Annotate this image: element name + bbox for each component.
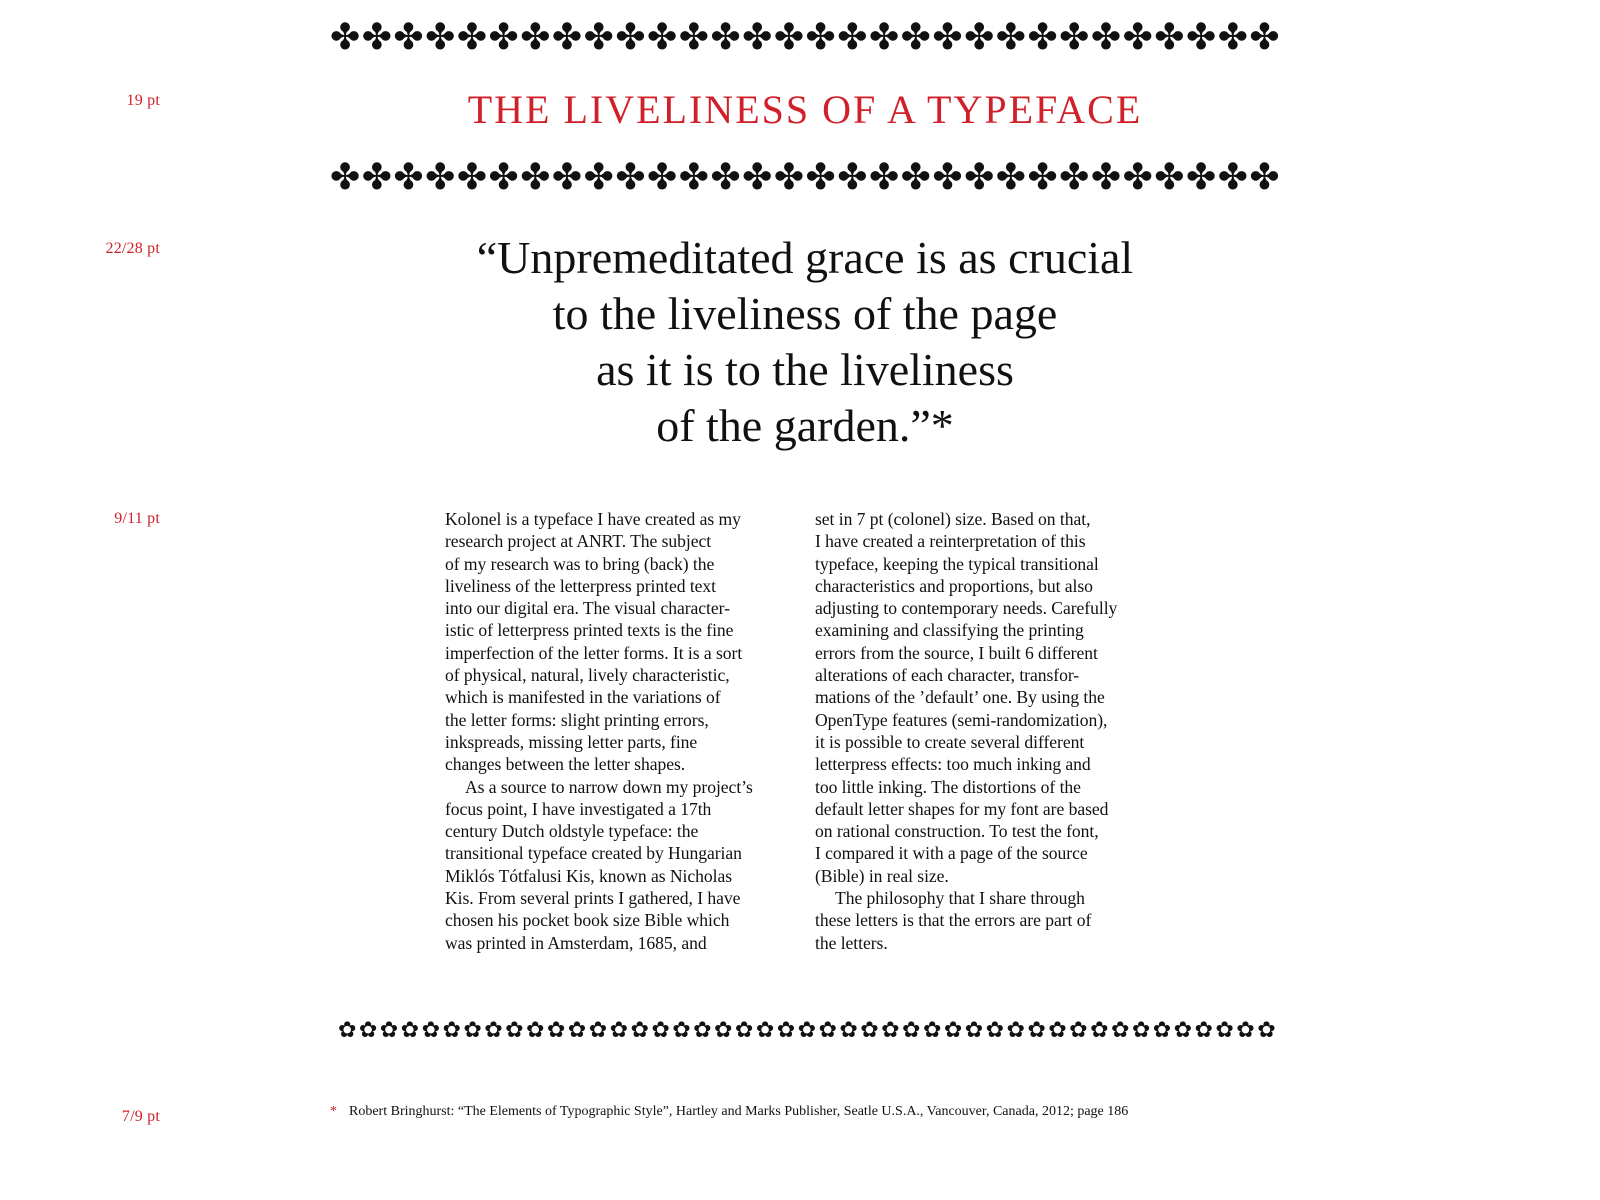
ornament-glyph: ✤ <box>488 157 519 198</box>
ornament-glyph: ✤ <box>361 17 392 58</box>
ornament-glyph: ✿ <box>776 1018 796 1043</box>
quote-line: to the liveliness of the page <box>552 288 1058 339</box>
ornament-glyph: ✤ <box>964 157 995 198</box>
body-line: of physical, natural, lively characteristic, <box>445 665 730 686</box>
ornament-glyph: ✤ <box>1122 17 1153 58</box>
ornament-glyph: ✿ <box>421 1018 440 1043</box>
ornament-glyph: ✿ <box>902 1018 921 1043</box>
ornament-glyph: ✤ <box>615 157 646 198</box>
ornament-glyph: ✤ <box>1059 17 1090 58</box>
body-line: OpenType features (semi-randomization), <box>815 709 1108 730</box>
ornament-glyph: ✤ <box>647 17 678 58</box>
ornament-glyph: ✤ <box>710 157 741 198</box>
footnote-text: Robert Bringhurst: “The Elements of Typographic Style”, Hartley and Marks Publisher, Seatle U.S.A., Vancouver, Canada, 2012; page 186 <box>349 1104 1129 1119</box>
ornament-glyph: ✤ <box>868 17 900 58</box>
ornament-glyph: ✿ <box>734 1018 754 1043</box>
size-label-title: 19 pt <box>126 92 160 109</box>
body-line: default letter shapes for my font are based <box>815 798 1109 819</box>
ornament-border-middle <box>330 157 1280 198</box>
body-line: chosen his pocket book size Bible which <box>445 910 730 931</box>
ornament-glyph: ✤ <box>995 17 1026 58</box>
body-line: (Bible) in real size. <box>815 865 949 886</box>
ornament-glyph: ✤ <box>932 17 963 58</box>
ornament-glyph: ✿ <box>964 1018 984 1043</box>
ornament-glyph: ✤ <box>1027 17 1058 58</box>
body-line: it is possible to create several different <box>815 731 1085 752</box>
quote-line: of the garden.”* <box>656 400 954 451</box>
ornament-glyph: ✿ <box>1069 1018 1088 1043</box>
ornament-glyph: ✿ <box>526 1018 545 1043</box>
ornament-glyph: ✿ <box>818 1018 837 1043</box>
ornament-border-bottom <box>338 1020 1276 1042</box>
ornament-glyph: ✿ <box>672 1018 691 1043</box>
quote-line: as it is to the liveliness <box>596 344 1014 395</box>
ornament-glyph: ✿ <box>463 1018 482 1043</box>
ornament-glyph: ✿ <box>567 1018 587 1043</box>
size-label-body: 9/11 pt <box>114 510 160 527</box>
ornament-glyph: ✤ <box>1059 157 1090 198</box>
ornament-glyph: ✤ <box>1249 17 1280 58</box>
ornament-glyph: ✤ <box>868 157 900 198</box>
body-line: the letters. <box>815 932 888 953</box>
pull-quote <box>360 230 1250 454</box>
body-line: transitional typeface created by Hungarian <box>445 843 742 864</box>
ornament-glyph: ✤ <box>330 17 361 58</box>
ornament-glyph: ✤ <box>488 17 519 58</box>
body-line: too little inking. The distortions of the <box>815 776 1081 797</box>
ornament-glyph: ✿ <box>714 1018 733 1043</box>
ornament-glyph: ✤ <box>742 17 773 58</box>
ornament-glyph: ✤ <box>393 17 424 58</box>
ornament-glyph: ✿ <box>442 1018 461 1043</box>
body-column-right <box>815 508 1165 954</box>
body-line: alterations of each character, transfor- <box>815 665 1080 686</box>
ornament-glyph: ✤ <box>1090 157 1122 198</box>
body-line: letterpress effects: too much inking and <box>815 754 1091 775</box>
body-line: Kis. From several prints I gathered, I have <box>445 888 741 909</box>
ornament-glyph: ✿ <box>379 1018 399 1043</box>
body-line: errors from the source, I built 6 different <box>815 642 1098 663</box>
ornament-glyph: ✿ <box>609 1018 629 1043</box>
body-line: The philosophy that I share through <box>835 888 1085 909</box>
body-column-left <box>445 508 795 954</box>
body-line: the letter forms: slight printing errors, <box>445 709 709 730</box>
ornament-glyph: ✤ <box>805 17 836 58</box>
body-line: research project at ANRT. The subject <box>445 531 712 552</box>
ornament-glyph: ✿ <box>1215 1018 1234 1043</box>
ornament-glyph: ✿ <box>881 1018 900 1043</box>
body-line: liveliness of the letterpress printed text <box>445 575 717 596</box>
body-line: examining and classifying the printing <box>815 620 1084 641</box>
ornament-glyph: ✿ <box>1173 1018 1193 1043</box>
body-line: typeface, keeping the typical transitional <box>815 553 1099 574</box>
body-line: I compared it with a page of the source <box>815 843 1088 864</box>
ornament-glyph: ✿ <box>400 1018 420 1043</box>
ornament-glyph: ✿ <box>1131 1018 1151 1043</box>
body-line: was printed in Amsterdam, 1685, and <box>445 932 707 953</box>
ornament-glyph: ✿ <box>484 1018 503 1043</box>
body-line: Miklós Tótfalusi Kis, known as Nicholas <box>445 865 733 886</box>
body-line: into our digital era. The visual character- <box>445 598 730 619</box>
ornament-glyph: ✤ <box>932 157 963 198</box>
ornament-glyph: ✤ <box>393 157 424 198</box>
ornament-glyph: ✿ <box>358 1018 378 1043</box>
ornament-glyph: ✤ <box>551 157 583 198</box>
ornament-glyph: ✤ <box>1217 17 1248 58</box>
ornament-glyph: ✿ <box>1110 1018 1130 1043</box>
ornament-glyph: ✤ <box>520 157 551 198</box>
body-line: mations of the ’default’ one. By using the <box>815 687 1105 708</box>
page-title: THE LIVELINESS OF A TYPEFACE <box>467 87 1143 132</box>
ornament-glyph: ✿ <box>860 1018 879 1043</box>
ornament-glyph: ✤ <box>520 17 551 58</box>
ornament-glyph: ✿ <box>943 1018 963 1043</box>
ornament-glyph: ✤ <box>1027 157 1058 198</box>
ornament-border-top <box>330 17 1280 58</box>
ornament-glyph: ✿ <box>985 1018 1005 1043</box>
ornament-glyph: ✤ <box>995 157 1026 198</box>
ornament-glyph: ✿ <box>338 1018 357 1043</box>
ornament-glyph: ✿ <box>1194 1018 1213 1043</box>
ornament-glyph: ✿ <box>1090 1018 1109 1043</box>
body-line: As a source to narrow down my project’s <box>465 776 753 797</box>
ornament-glyph: ✿ <box>693 1018 712 1043</box>
size-label-quote: 22/28 pt <box>105 240 160 257</box>
ornament-glyph: ✿ <box>1006 1018 1025 1043</box>
ornament-glyph: ✤ <box>1122 157 1153 198</box>
body-text <box>445 508 1165 954</box>
ornament-glyph: ✿ <box>922 1018 942 1043</box>
body-line: imperfection of the letter forms. It is a sort <box>445 642 743 663</box>
ornament-glyph: ✿ <box>505 1018 524 1043</box>
ornament-glyph: ✤ <box>330 157 361 198</box>
ornament-glyph: ✤ <box>900 17 931 58</box>
body-line: focus point, I have investigated a 17th <box>445 798 712 819</box>
ornament-glyph: ✤ <box>551 17 583 58</box>
body-line: century Dutch oldstyle typeface: the <box>445 821 699 842</box>
body-line: istic of letterpress printed texts is the fine <box>445 620 734 641</box>
ornament-glyph: ✤ <box>773 157 805 198</box>
ornament-glyph: ✤ <box>773 17 805 58</box>
ornament-glyph: ✤ <box>361 157 392 198</box>
ornament-glyph: ✤ <box>615 17 646 58</box>
ornament-glyph: ✿ <box>1027 1018 1046 1043</box>
footnote-marker: * <box>330 1104 337 1119</box>
ornament-glyph: ✤ <box>837 157 868 198</box>
ornament-glyph: ✤ <box>647 157 678 198</box>
ornament-glyph: ✿ <box>755 1018 775 1043</box>
ornament-glyph: ✤ <box>678 17 709 58</box>
body-line: I have created a reinterpretation of this <box>815 531 1086 552</box>
ornament-glyph: ✿ <box>630 1018 649 1043</box>
ornament-glyph: ✤ <box>1154 17 1185 58</box>
ornament-glyph: ✤ <box>742 157 773 198</box>
ornament-glyph: ✤ <box>425 157 456 198</box>
body-line: characteristics and proportions, but also <box>815 575 1093 596</box>
ornament-glyph: ✤ <box>805 157 836 198</box>
body-line: adjusting to contemporary needs. Carefully <box>815 598 1118 619</box>
ornament-glyph: ✤ <box>456 17 487 58</box>
ornament-glyph: ✤ <box>900 157 931 198</box>
body-line: inkspreads, missing letter parts, fine <box>445 731 698 752</box>
body-line: Kolonel is a typeface I have created as my <box>445 509 741 529</box>
ornament-glyph: ✿ <box>839 1018 858 1043</box>
ornament-glyph: ✿ <box>797 1018 817 1043</box>
ornament-glyph: ✤ <box>1185 157 1217 198</box>
body-line: these letters is that the errors are part of <box>815 910 1092 931</box>
ornament-glyph: ✿ <box>546 1018 566 1043</box>
quote-line: “Unpremeditated grace is as crucial <box>476 232 1134 283</box>
ornament-glyph: ✿ <box>1236 1018 1255 1043</box>
ornament-glyph: ✤ <box>1249 157 1280 198</box>
size-label-footnote: 7/9 pt <box>121 1108 160 1125</box>
ornament-glyph: ✿ <box>1048 1018 1067 1043</box>
ornament-glyph: ✤ <box>678 157 709 198</box>
ornament-glyph: ✿ <box>651 1018 670 1043</box>
ornament-glyph: ✤ <box>425 17 456 58</box>
body-line: of my research was to bring (back) the <box>445 553 715 574</box>
ornament-glyph: ✤ <box>1154 157 1185 198</box>
body-line: set in 7 pt (colonel) size. Based on that, <box>815 509 1091 529</box>
ornament-glyph: ✤ <box>1217 157 1248 198</box>
ornament-glyph: ✤ <box>1185 17 1217 58</box>
ornament-glyph: ✿ <box>1257 1018 1276 1043</box>
ornament-glyph: ✤ <box>456 157 487 198</box>
ornament-glyph: ✤ <box>964 17 995 58</box>
ornament-glyph: ✿ <box>1152 1018 1172 1043</box>
ornament-glyph: ✤ <box>583 17 614 58</box>
ornament-glyph: ✤ <box>583 157 614 198</box>
ornament-glyph: ✿ <box>588 1018 608 1043</box>
footnote <box>330 1104 1330 1120</box>
body-line: which is manifested in the variations of <box>445 687 721 708</box>
body-line: changes between the letter shapes. <box>445 754 686 775</box>
ornament-glyph: ✤ <box>1090 17 1122 58</box>
ornament-glyph: ✤ <box>837 17 868 58</box>
ornament-glyph: ✤ <box>710 17 741 58</box>
body-line: on rational construction. To test the font, <box>815 821 1099 842</box>
